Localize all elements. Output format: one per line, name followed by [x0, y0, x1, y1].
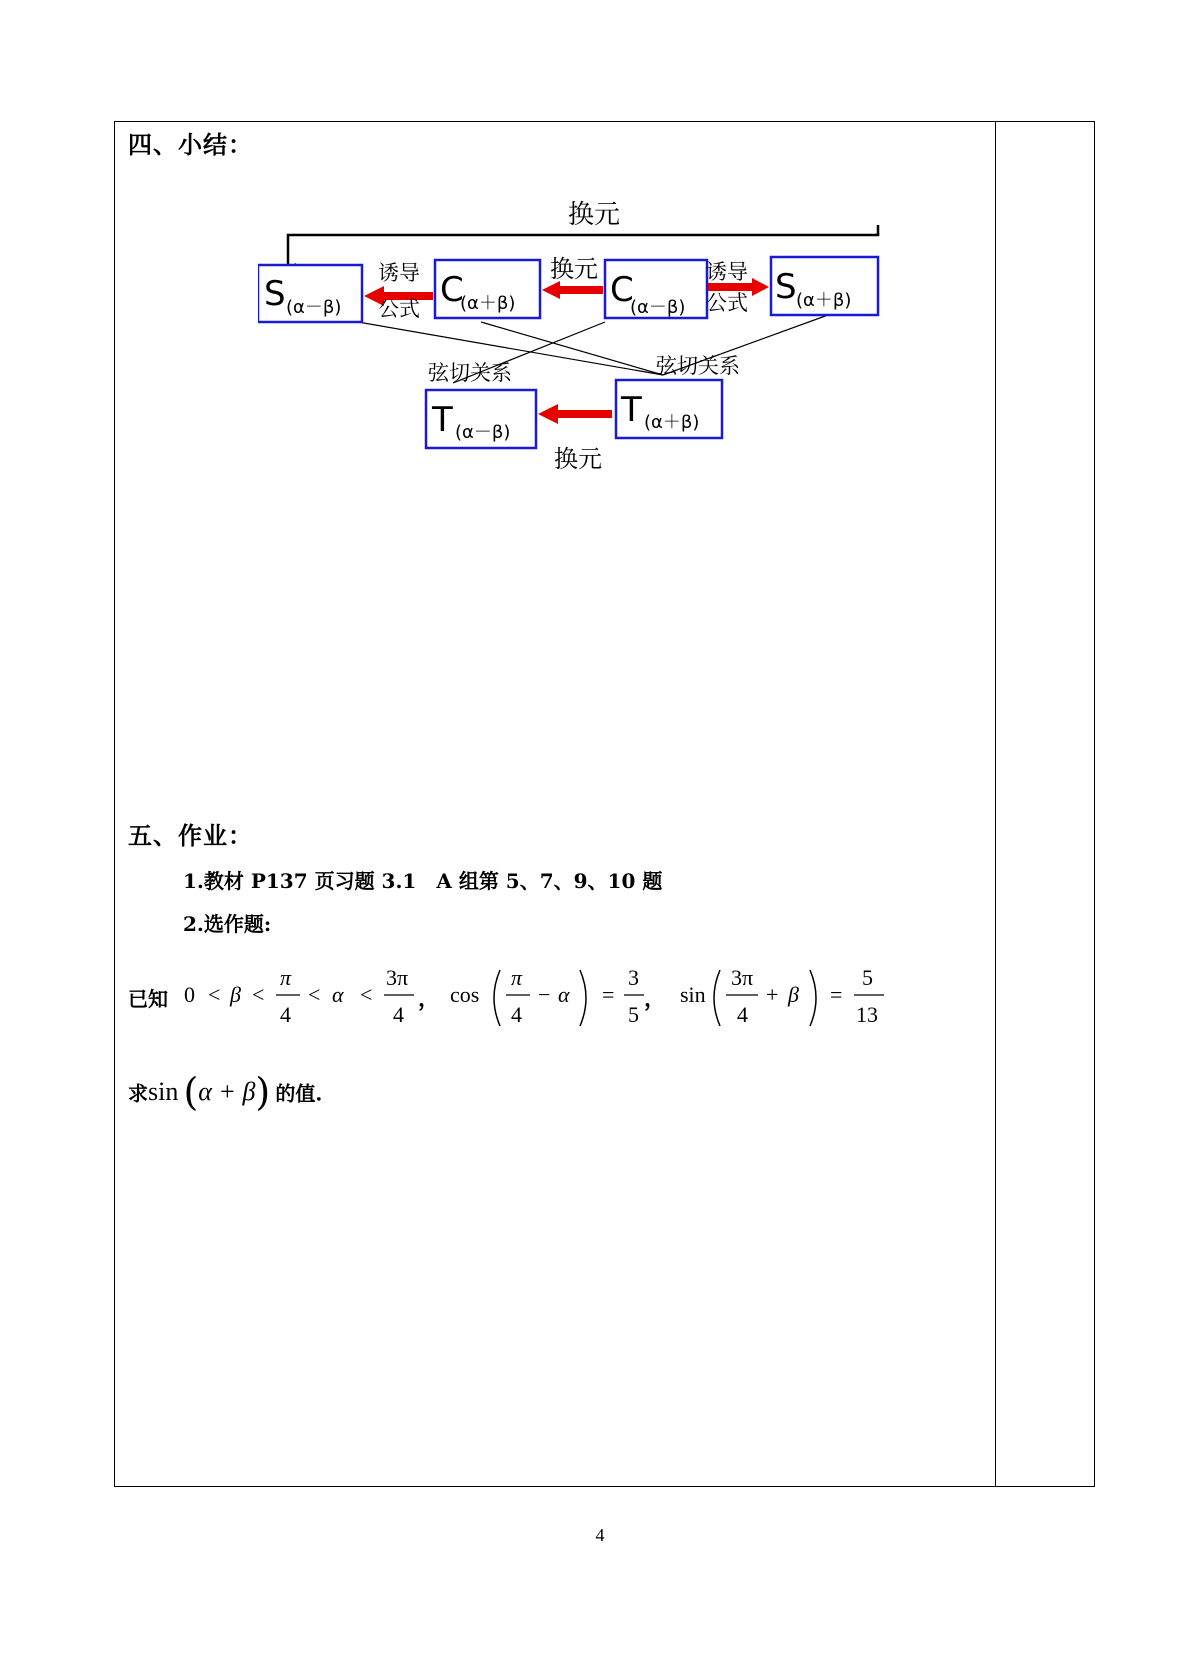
problem-question: 求sin (α + β) 的值. [128, 1070, 323, 1114]
homework-item-1: 1.教材 P137 页习题 3.1 A 组第 5、7、9、10 题 [183, 869, 663, 893]
svg-text:=: = [830, 982, 843, 1007]
ask-prefix: 求 [128, 1081, 148, 1106]
left-arrow-label-2: 公式 [378, 297, 420, 321]
svg-text:β: β [230, 982, 241, 1007]
homework-heading: 五、作业： [128, 821, 253, 850]
homework-item-2: 2.选作题: [183, 912, 272, 936]
svg-text:C: C [440, 270, 464, 310]
ask-inner: α + β [198, 1077, 256, 1106]
svg-text:4: 4 [393, 1002, 404, 1027]
svg-text:3: 3 [628, 965, 639, 990]
column-divider [995, 121, 996, 1487]
svg-text:(α－β): (α－β) [286, 297, 342, 318]
svg-text:S: S [775, 267, 797, 307]
svg-text:5: 5 [862, 965, 873, 990]
ask-function: sin [148, 1077, 179, 1106]
bottom-arrow-label: 换元 [554, 445, 602, 473]
svg-text:3π: 3π [731, 965, 754, 990]
svg-text:cos: cos [450, 982, 480, 1007]
svg-text:+: + [766, 982, 779, 1007]
left-arrow-label-1: 诱导 [378, 261, 420, 285]
box-t-alpha-plus-beta [616, 380, 722, 438]
svg-text:<: < [208, 982, 221, 1007]
svg-text:3π: 3π [386, 965, 409, 990]
svg-text:T: T [621, 390, 642, 430]
formula-diagram [258, 195, 938, 485]
svg-text:<: < [308, 982, 321, 1007]
svg-text:sin: sin [680, 982, 706, 1007]
box-c-alpha-plus-beta [435, 260, 540, 318]
svg-text:(α－β): (α－β) [455, 422, 511, 443]
svg-text:4: 4 [280, 1002, 291, 1027]
ask-suffix: 的值. [275, 1081, 323, 1106]
svg-text:π: π [511, 965, 523, 990]
svg-text:，: ， [644, 986, 667, 1011]
svg-text:S: S [264, 274, 286, 314]
svg-text:5: 5 [628, 1002, 639, 1027]
svg-text:，: ， [418, 986, 441, 1011]
summary-heading: 四、小结： [128, 130, 253, 159]
svg-text:−: − [538, 982, 551, 1007]
svg-text:(α＋β): (α＋β) [644, 412, 700, 433]
box-s-alpha-minus-beta [258, 265, 362, 322]
svg-text:(α＋β): (α＋β) [796, 290, 852, 311]
red-arrow-bottom [538, 404, 612, 424]
problem-prefix: 已知 [128, 989, 168, 1011]
top-substitution-label: 换元 [567, 200, 621, 230]
svg-text:4: 4 [737, 1002, 748, 1027]
svg-text:<: < [252, 982, 265, 1007]
svg-text:π: π [280, 965, 292, 990]
svg-text:T: T [432, 400, 453, 440]
svg-text:(α－β): (α－β) [630, 297, 686, 318]
svg-text:C: C [610, 270, 634, 310]
page-number: 4 [595, 1525, 605, 1545]
svg-text:4: 4 [511, 1002, 522, 1027]
problem-statement [128, 960, 908, 1040]
svg-text:13: 13 [856, 1002, 878, 1027]
box-t-alpha-minus-beta [426, 390, 536, 448]
middle-arrow-label: 换元 [550, 255, 598, 283]
relation-label-right: 弦切关系 [656, 354, 740, 378]
relation-label-left: 弦切关系 [428, 361, 512, 385]
svg-text:(α＋β): (α＋β) [460, 293, 516, 314]
svg-text:=: = [602, 982, 615, 1007]
box-s-alpha-plus-beta [771, 257, 878, 315]
svg-text:α: α [558, 982, 570, 1007]
svg-text:<: < [360, 982, 373, 1007]
right-arrow-label-1: 诱导 [706, 260, 748, 284]
svg-text:0: 0 [184, 982, 195, 1007]
right-arrow-label-2: 公式 [706, 291, 748, 315]
svg-text:β: β [788, 982, 799, 1007]
svg-text:α: α [332, 982, 344, 1007]
box-c-alpha-minus-beta [605, 260, 707, 318]
red-arrow-middle [542, 281, 603, 299]
